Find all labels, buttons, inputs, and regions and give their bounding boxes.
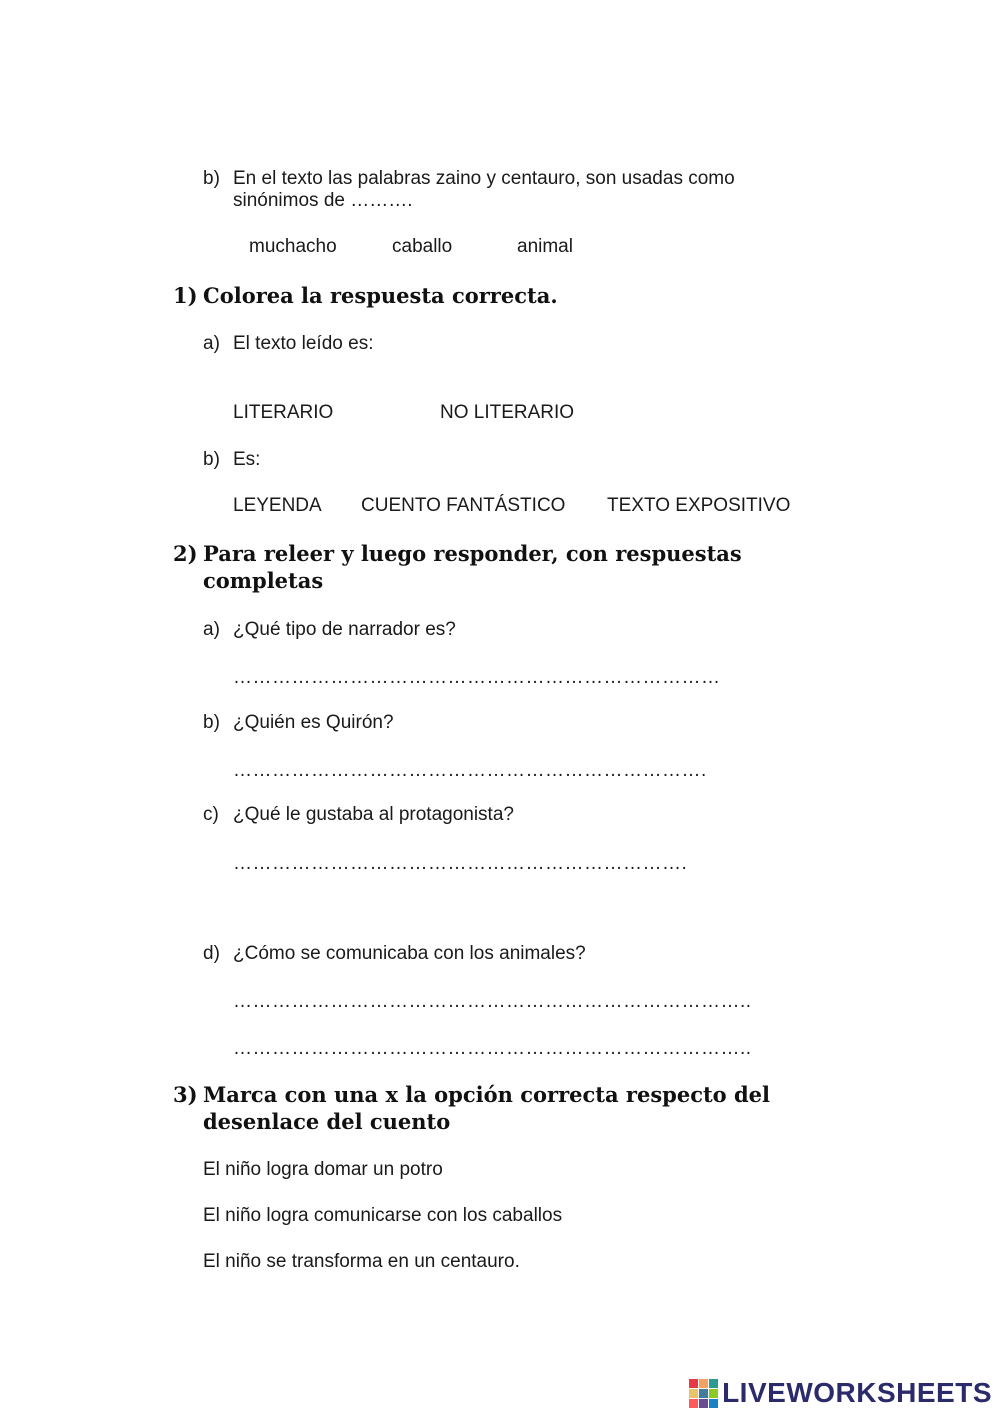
intro-option-caballo[interactable]: caballo xyxy=(392,236,453,257)
q1-a-question: El texto leído es: xyxy=(233,333,374,354)
q2-d-answer-line-1[interactable]: …………………………………………………………………….. xyxy=(233,991,752,1012)
q1-a-marker: a) xyxy=(203,333,220,354)
q2-b-question: ¿Quién es Quirón? xyxy=(233,712,394,733)
q2-c-marker: c) xyxy=(203,804,219,825)
q1-title: Colorea la respuesta correcta. xyxy=(203,283,558,308)
liveworksheets-logo-icon xyxy=(689,1379,718,1408)
q1-b-option-leyenda[interactable]: LEYENDA xyxy=(233,495,322,516)
intro-b-question-line1: En el texto las palabras zaino y centauro, son usadas como xyxy=(233,168,735,189)
intro-option-muchacho[interactable]: muchacho xyxy=(249,236,337,257)
liveworksheets-brand xyxy=(689,1378,992,1408)
q2-b-marker: b) xyxy=(203,712,220,733)
q1-b-option-cuento-fantastico[interactable]: CUENTO FANTÁSTICO xyxy=(361,495,566,516)
q3-title-line1: Marca con una x la opción correcta respecto del xyxy=(203,1082,771,1107)
q1-b-question: Es: xyxy=(233,449,261,470)
q2-c-answer-line[interactable]: ……………………………………………………………. xyxy=(233,853,688,874)
q1-number: 1) xyxy=(173,283,198,308)
q3-title-line2: desenlace del cuento xyxy=(203,1109,451,1134)
q2-title-line2: completas xyxy=(203,568,324,593)
q2-c-question: ¿Qué le gustaba al protagonista? xyxy=(233,804,514,825)
q3-number: 3) xyxy=(173,1082,198,1107)
q2-a-marker: a) xyxy=(203,619,220,640)
intro-option-animal[interactable]: animal xyxy=(517,236,573,257)
q3-option-comunicarse-caballos[interactable]: El niño logra comunicarse con los caballos xyxy=(203,1205,563,1226)
intro-b-question-line2: sinónimos de ………. xyxy=(233,190,413,211)
q1-b-marker: b) xyxy=(203,449,220,470)
q3-option-transforma-centauro[interactable]: El niño se transforma en un centauro. xyxy=(203,1251,520,1272)
q2-number: 2) xyxy=(173,541,198,566)
q1-a-option-no-literario[interactable]: NO LITERARIO xyxy=(440,402,575,423)
q2-b-answer-line[interactable]: ………………………………………………………………. xyxy=(233,760,707,781)
q2-a-question: ¿Qué tipo de narrador es? xyxy=(233,619,456,640)
q2-d-answer-line-2[interactable]: …………………………………………………………………….. xyxy=(233,1038,752,1059)
q2-title-line1: Para releer y luego responder, con respuestas xyxy=(203,541,742,566)
q3-option-domar-potro[interactable]: El niño logra domar un potro xyxy=(203,1159,443,1180)
q1-b-option-texto-expositivo[interactable]: TEXTO EXPOSITIVO xyxy=(607,495,791,516)
q2-d-question: ¿Cómo se comunicaba con los animales? xyxy=(233,943,586,964)
q2-d-marker: d) xyxy=(203,943,220,964)
q2-a-answer-line[interactable]: ………………………………………………………………… xyxy=(233,667,721,688)
liveworksheets-text: LIVEWORKSHEETS xyxy=(722,1377,992,1408)
intro-b-marker: b) xyxy=(203,168,220,189)
q1-a-option-literario[interactable]: LITERARIO xyxy=(233,402,334,423)
